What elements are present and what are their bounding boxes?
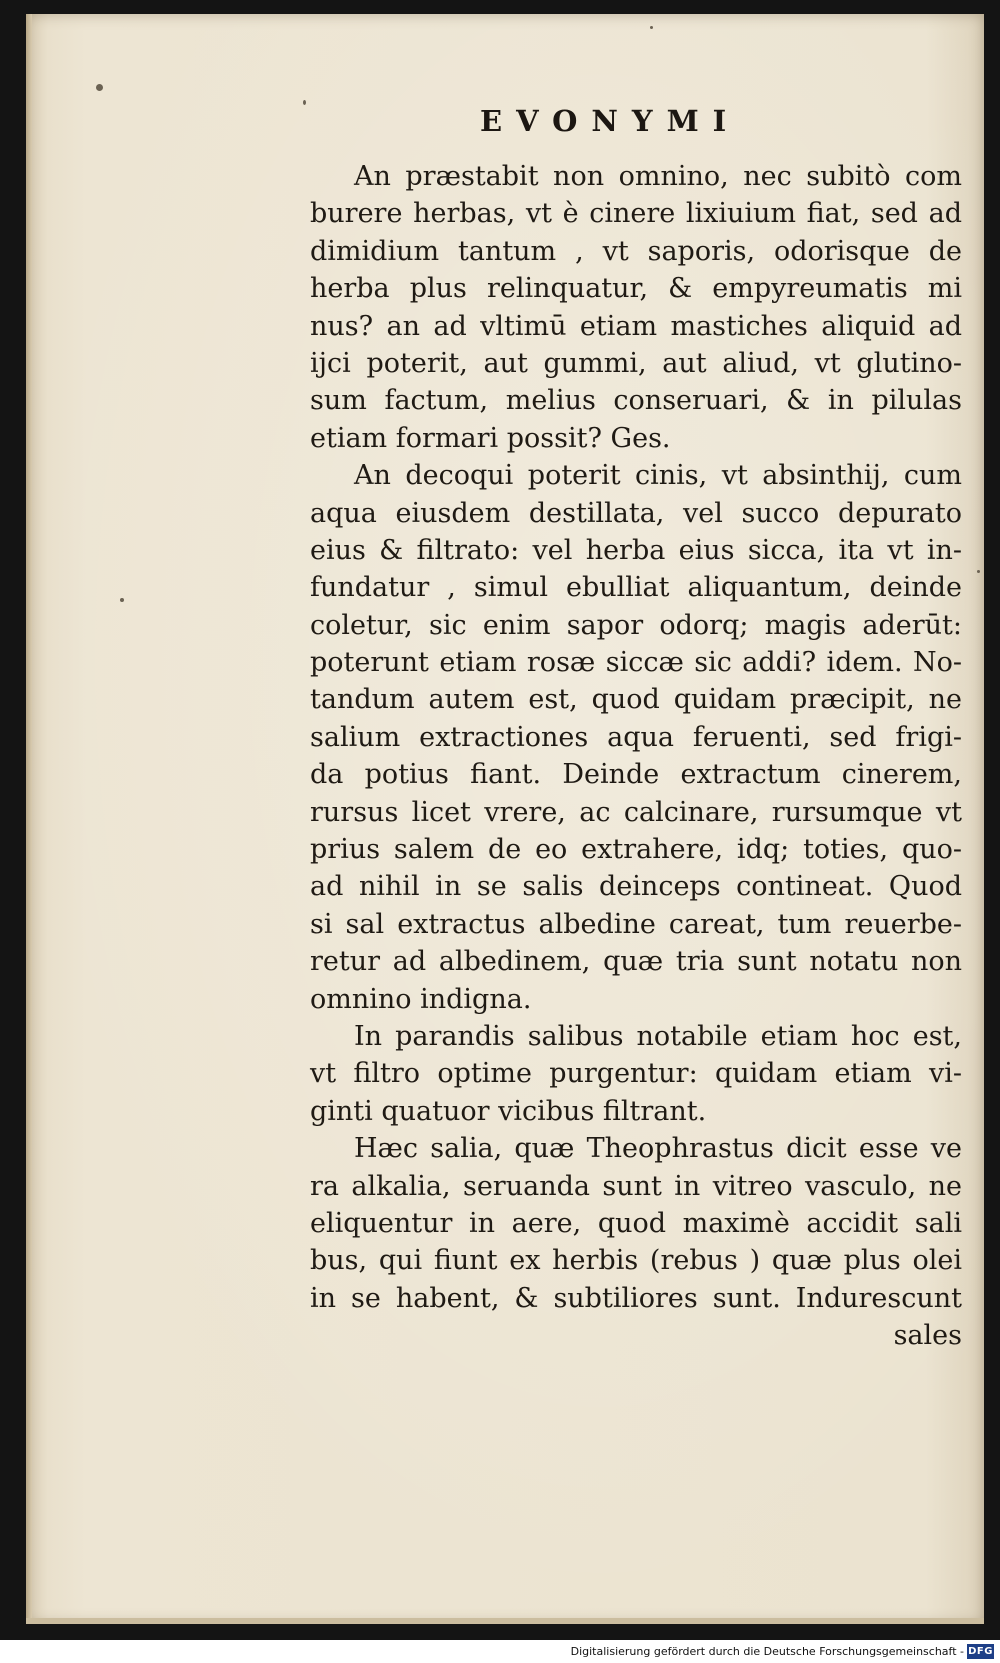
text-line: tandum autem est, quod quidam præcipit, ne (310, 684, 962, 716)
paper-speck (650, 26, 653, 29)
dfg-logo: DFG (968, 1646, 993, 1657)
text-line: etiam formari possit? Ges. (310, 422, 671, 454)
text-line: si sal extractus albedine careat, tum reuerbe- (310, 908, 962, 940)
text-line: rursus licet vrere, ac calcinare, rursumque vt (310, 796, 962, 828)
text-line: burere herbas, vt è cinere lixiuium fiat, sed ad (310, 198, 962, 230)
text-line: ginti quatuor vicibus filtrant. (310, 1095, 707, 1127)
text-line: vt filtro optime purgentur: quidam etiam vi- (310, 1058, 962, 1090)
catchword: sales (893, 1320, 962, 1352)
text-line: herba plus relinquatur, & empyreumatis mi (310, 273, 962, 305)
text-line: An præstabit non omnino, nec subitò com (354, 161, 962, 192)
page-bottom-edge (26, 1618, 984, 1624)
text-line: omnino indigna. (310, 983, 532, 1015)
body-text (310, 158, 962, 1355)
text-line: salium extractiones aqua feruenti, sed frigi- (310, 721, 962, 753)
text-line: eliquentur in aere, quod maximè accidit sali (310, 1207, 962, 1239)
text-line: da potius fiant. Deinde extractum cinerem, (310, 759, 962, 791)
text-line: An decoqui poterit cinis, vt absinthij, cum (354, 460, 962, 492)
paper-speck (977, 570, 980, 573)
digitization-credit: Digitalisierung gefördert durch die Deutsche Forschungsgemeinschaft - (570, 1645, 964, 1658)
text-line: dimidium tantum , vt saporis, odorisque de (310, 235, 962, 267)
text-line: Hæc salia, quæ Theophrastus dicit esse ve (354, 1133, 962, 1165)
text-line: In parandis salibus notabile etiam hoc est, (354, 1020, 962, 1052)
paper-speck (120, 598, 124, 602)
paper-speck (96, 84, 103, 91)
text-line: nus? an ad vltimū etiam mastiches aliquid ad (310, 310, 962, 342)
text-line: ad nihil in se salis deinceps contineat. Quod (310, 871, 962, 903)
text-line: retur ad albedinem, quæ tria sunt notatu non (310, 946, 962, 978)
text-line: fundatur , simul ebulliat aliquantum, deinde (310, 572, 962, 604)
text-line: coletur, sic enim sapor odorq; magis aderūt: (310, 609, 962, 641)
paper-speck (303, 100, 306, 105)
text-line: poterunt etiam rosæ siccæ sic addi? idem. No- (310, 647, 962, 679)
text-line: sum factum, melius conseruari, & in pilulas (310, 385, 962, 417)
text-line: in se habent, & subtiliores sunt. Indurescunt (310, 1282, 962, 1314)
text-line: aqua eiusdem destillata, vel succo depurato (310, 497, 962, 529)
page-gutter-edge (26, 14, 32, 1624)
text-line: bus, qui fiunt ex herbis (rebus ) quæ plus olei (310, 1245, 962, 1277)
text-line: prius salem de eo extrahere, idq; toties, quo- (310, 834, 962, 866)
text-line: ijci poterit, aut gummi, aut aliud, vt glutino- (310, 347, 962, 379)
text-line: ra alkalia, seruanda sunt in vitreo vasculo, ne (310, 1170, 962, 1202)
running-head: EVONYMI (480, 104, 741, 138)
text-line: eius & filtrato: vel herba eius sicca, ita vt in- (310, 534, 962, 566)
